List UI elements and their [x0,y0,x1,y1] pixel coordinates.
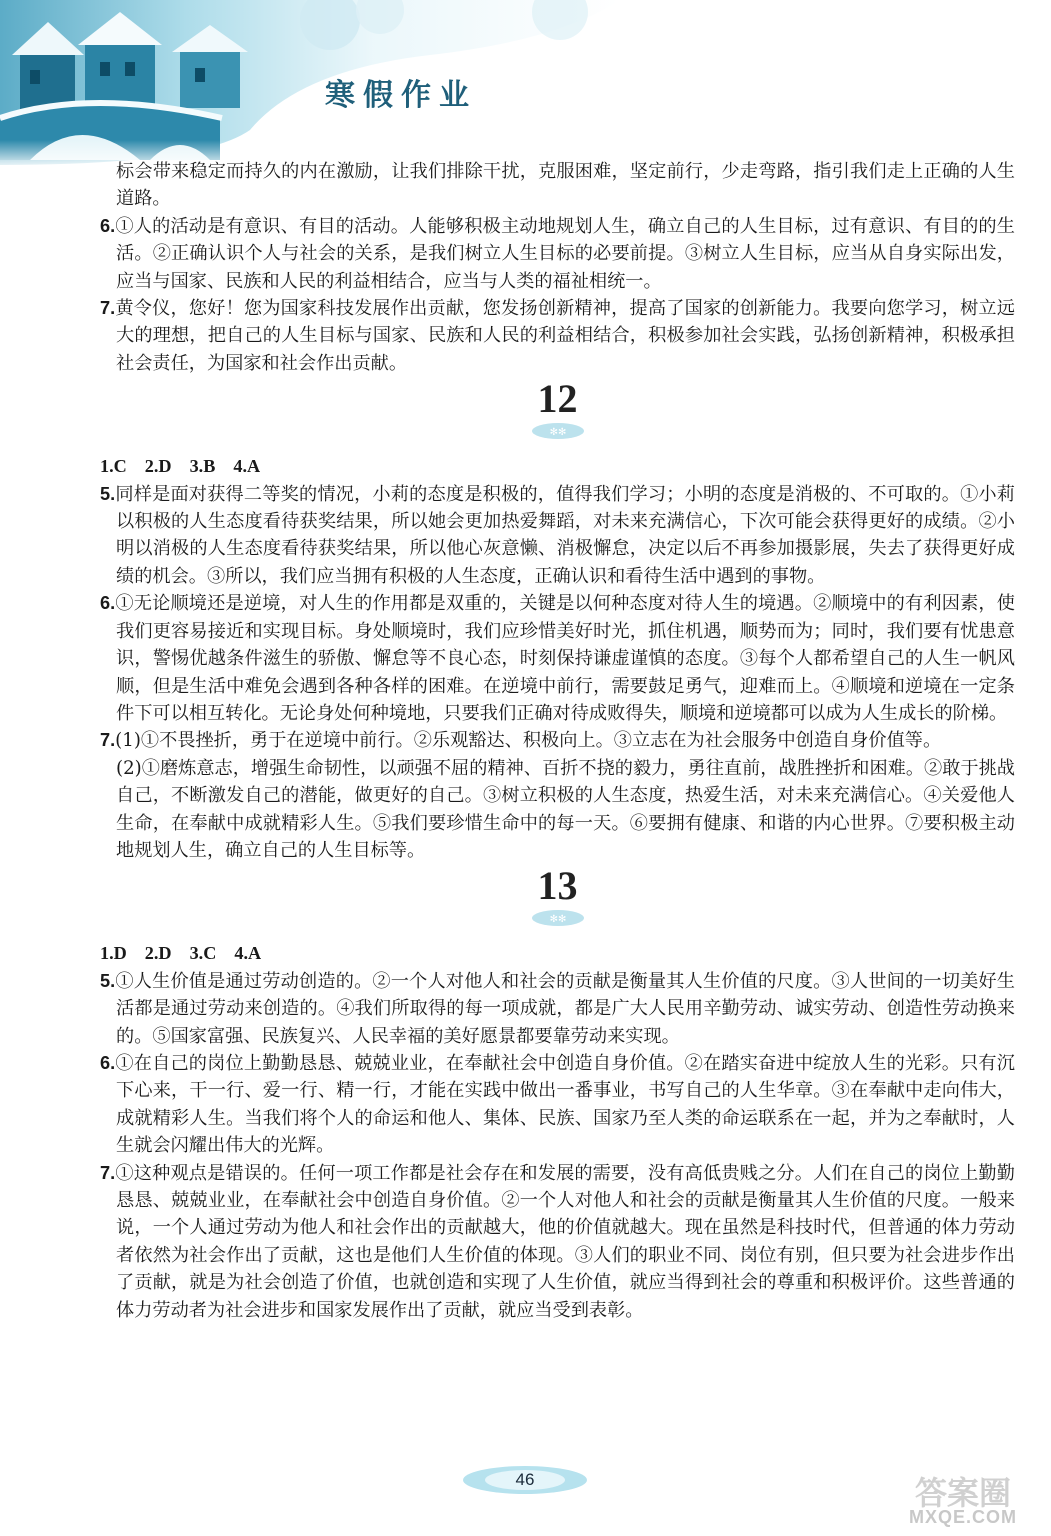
answer-text: ①无论顺境还是逆境，对人生的作用都是双重的，关键是以何种态度对待人生的境遇。②顺境中的有利因素，使我们更容易接近和实现目标。身处顺境时，我们应珍惜美好时光，抓住机遇，顺势而为；同时，我们要有忧患意识，警惕优越条件滋生的骄傲、懈怠等不良心态，时刻保持谦虚谨慎的态度。③每个人都希望自己的人生一帆风顺，但是生活中难免会遇到各种各样的困难。在逆境中前行，需要鼓足勇气，迎难而上。④顺境和逆境在一定条件下可以相互转化。无论身处何种境地，只要我们正确对待成败得失，顺境和逆境都可以成为人生成长的阶梯。 [115,593,1015,724]
answer-text: 同样是面对获得二等奖的情况，小莉的态度是积极的，值得我们学习；小明的态度是消极的、不可取的。①小莉以积极的人生态度看待获奖结果，所以她会更加热爱舞蹈，对未来充满信心，下次可能会获得更好的成绩。②小明以消极的人生态度看待获奖结果，所以他心灰意懒、消极懈怠，决定以后不再参加摄影展，失去了获得更好成绩的机会。③所以，我们应当拥有积极的人生态度，正确认识和看待生活中遇到的事物。 [115,483,1015,587]
question-number: 7. [100,730,116,751]
watermark-url: MXQE.COM [908,1507,1017,1527]
mcq-answers [100,453,1015,480]
svg-text:答案圈: 答案圈 [914,1474,1012,1512]
question-number: 7. [100,1162,116,1183]
snowflake-ornament-icon [530,908,586,928]
snowflake-ornament-icon [530,421,586,441]
answer-item [100,295,1015,377]
answer-text: 黄令仪，您好！您为国家科技发展作出贡献，您发扬创新精神，提高了国家的创新能力。我要向您学习，树立远大的理想，把自己的人生目标与国家、民族和人民的利益相结合，积极参加社会实践，弘扬创新精神，积极承担社会责任，为国家和社会作出贡献。 [115,298,1015,374]
answer-item [100,213,1015,295]
mcq-answer: 3.C [189,943,217,964]
page-number: 46 [515,1470,535,1489]
page-header-title: 寒假作业 [325,78,477,113]
answer-item [100,968,1015,1050]
mcq-answer: 1.D [100,943,127,964]
answer-text: ①这种观点是错误的。任何一项工作都是社会存在和发展的需要，没有高低贵贱之分。人们在自己的岗位上勤勤恳恳、兢兢业业，在奉献社会中创造自身价值。②一个人对他人和社会的贡献是衡量其人生价值的尺度。一般来说，一个人通过劳动为他人和社会作出的贡献越大，他的价值就越大。现在虽然是科技时代，但普通的体力劳动者依然为社会作出了贡献，这也是他们人生价值的体现。③人们的职业不同、岗位有别，但只要为社会进步作出了贡献，就是为社会创造了价值，也就创造和实现了人生价值，就应当得到社会的尊重和积极评价。这些普通的体力劳动者为社会进步和国家发展作出了贡献，就应当受到表彰。 [115,1162,1015,1321]
svg-text:✻✻: ✻✻ [549,427,566,439]
watermark [878,1472,1048,1532]
answer-item [100,481,1015,591]
question-number: 6. [100,215,116,236]
answer-text: ①人生价值是通过劳动创造的。②一个人对他人和社会的贡献是衡量其人生价值的尺度。③人世间的一切美好生活都是通过劳动来创造的。④我们所取得的每一项成就，都是广大人民用辛勤劳动、诚实劳动、创造性劳动换来的。⑤国家富强、民族复兴、人民幸福的美好愿景都要靠劳动来实现。 [115,970,1015,1047]
answer-text: ①在自己的岗位上勤勤恳恳、兢兢业业，在奉献社会中创造自身价值。②在踏实奋进中绽放人生的光彩。只有沉下心来，干一行、爱一行、精一行，才能在实践中做出一番事业，书写自己的人生华章。③在奉献中走向伟大，成就精彩人生。当我们将个人的命运和他人、集体、民族、国家乃至人类的命运联系在一起，并为之奉献时，人生就会闪耀出伟大的光辉。 [115,1052,1015,1157]
mcq-answer: 2.D [144,943,172,964]
question-number: 7. [100,298,116,319]
mcq-answers [100,940,1015,967]
section-number: 13 [537,863,578,909]
page-footer [460,1460,590,1506]
mcq-answer: 4.A [233,456,261,477]
answer-item [100,727,1015,754]
mcq-answer: 1.C [100,456,127,477]
section-heading-13 [100,863,1015,934]
header-winter-illustration [0,0,1051,170]
mcq-answer: 2.D [144,456,172,477]
answer-text: ①人的活动是有意识、有目的活动。人能够积极主动地规划人生，确立自己的人生目标，过有意识、有目的的生活。②正确认识个人与社会的关系，是我们树立人生目标的必要前提。③树立人生目标，应当从自身实际出发，应当与国家、民族和人民的利益相结合，应当与人类的福祉相统一。 [115,215,1015,292]
question-number: 5. [100,483,116,504]
mcq-answer: 4.A [234,943,262,964]
section-number: 12 [537,376,578,422]
answer-item [100,1050,1015,1160]
question-number: 6. [100,593,116,614]
mcq-answer: 3.B [189,456,216,477]
answer-subpart: (2)①磨炼意志，增强生命韧性，以顽强不屈的精神、百折不挠的毅力，勇往直前，战胜挫折和困难。②敢于挑战自己，不断激发自己的潜能，做更好的自己。③树立积极的人生态度，热爱生活，对未来充满信心。④关爱他人生命，在奉献中成就精彩人生。⑤我们要珍惜生命中的每一天。⑥要拥有健康、和谐的内心世界。⑦要积极主动地规划人生，确立自己的人生目标等。 [116,757,1015,861]
answer-item [100,590,1015,727]
question-number: 6. [100,1052,116,1073]
answer-text: (1)①不畏挫折，勇于在逆境中前行。②乐观豁达、积极向上。③立志在为社会服务中创造自身价值等。 [115,730,942,752]
svg-text:✻✻: ✻✻ [549,914,566,926]
watermark-logo-icon [878,1472,1048,1512]
section-heading-12 [100,376,1015,447]
question-number: 5. [100,970,116,991]
answer-item [100,1160,1015,1324]
answer-content [100,158,1015,1324]
continued-paragraph: 标会带来稳定而持久的内在激励，让我们排除干扰，克服困难，坚定前行，少走弯路，指引我们走上正确的人生道路。 [116,161,1015,210]
